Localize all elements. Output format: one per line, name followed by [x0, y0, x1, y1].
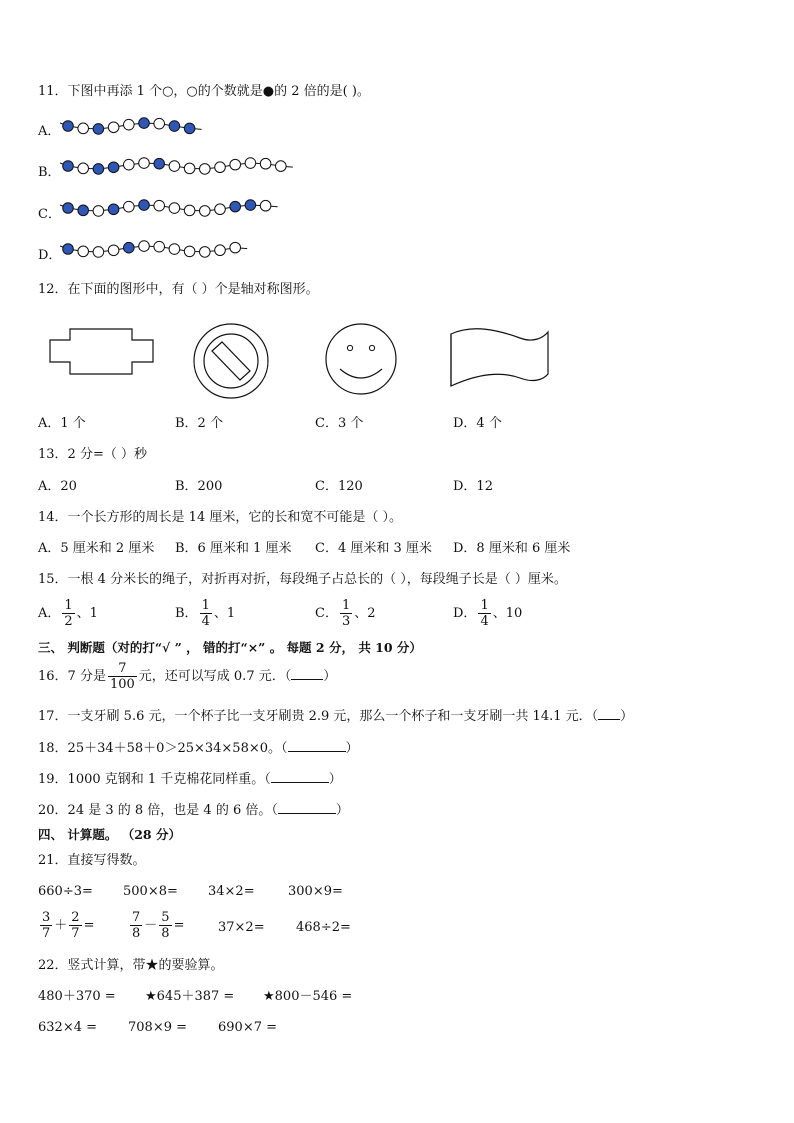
filled-bead [63, 244, 74, 255]
q15-option-b [175, 598, 235, 629]
denominator: 4 [480, 614, 489, 629]
q18-end: ） [345, 741, 359, 756]
equals: = [83, 918, 95, 933]
fraction [130, 910, 142, 941]
section-4-heading: 四、 计算题。 （28 分） [38, 827, 181, 842]
empty-bead [78, 123, 89, 134]
empty-bead [124, 159, 135, 170]
q11-option-a-label: A． [38, 124, 61, 139]
numerator: 1 [201, 598, 210, 613]
q12-option-c: C．3 个 [315, 416, 364, 431]
q15-option-c [315, 598, 376, 629]
empty-bead [184, 163, 195, 174]
q14-stem: 14．一个长方形的周长是 14 厘米，它的长和宽不可能是（ ）。 [38, 510, 402, 525]
filled-bead [63, 121, 74, 132]
empty-bead [124, 201, 135, 212]
empty-bead [230, 242, 241, 253]
q17-answer-blank[interactable] [598, 707, 620, 720]
denominator: 7 [71, 926, 80, 941]
q16 [38, 661, 336, 692]
q15-option-a-label: A． [38, 606, 61, 621]
q16-end: ） [323, 669, 337, 684]
q12-option-a: A．1 个 [38, 416, 86, 431]
q11-option-d-label: D． [38, 248, 62, 263]
q15-option-a-fraction [62, 598, 74, 629]
q21-item-2: 500×8= [123, 884, 178, 899]
denominator: 100 [109, 677, 135, 692]
q15-option-c-fraction [340, 598, 352, 629]
empty-bead [184, 205, 195, 216]
empty-bead [139, 241, 150, 252]
q15-option-b-label: B． [175, 606, 198, 621]
q15-option-b-tail: 、1 [213, 606, 236, 621]
numerator: 1 [341, 598, 351, 613]
numerator: 5 [161, 910, 170, 925]
empty-bead [78, 246, 89, 257]
filled-bead [230, 201, 241, 212]
q21-item-3: 34×2= [208, 884, 255, 899]
filled-bead [184, 123, 195, 134]
numerator: 3 [42, 910, 51, 925]
q12-curved-flag-shape [448, 328, 554, 392]
empty-bead [215, 245, 226, 256]
q15-option-a-tail: 、1 [76, 606, 98, 621]
q21-fraction-item-2 [128, 910, 184, 941]
q20 [38, 801, 349, 819]
empty-bead [184, 246, 195, 257]
q15-option-d-tail: 、10 [492, 606, 523, 621]
denominator: 2 [64, 614, 73, 629]
empty-bead [154, 118, 165, 129]
filled-bead [78, 205, 89, 216]
empty-bead [93, 247, 104, 258]
numerator: 7 [108, 661, 137, 677]
q13-option-d: D．12 [453, 479, 493, 494]
q18 [38, 739, 359, 757]
q15-option-d [453, 598, 522, 629]
q21-item-7: 37×2= [218, 920, 265, 935]
q13-option-b: B．200 [175, 479, 223, 494]
empty-bead [169, 161, 180, 172]
q16-pre: 16．7 分是 [38, 669, 106, 684]
filled-bead [139, 118, 150, 129]
q17-end: ） [620, 709, 634, 724]
q22-item-3: ★800－546 = [263, 989, 353, 1004]
q12-smiley-face-shape [323, 321, 401, 399]
q22-item-1: 480＋370 = [38, 989, 116, 1004]
filled-bead [245, 200, 256, 211]
empty-bead [200, 164, 211, 175]
empty-bead [260, 158, 271, 169]
empty-bead [200, 206, 211, 217]
equals: = [173, 918, 185, 933]
q22-item-6: 690×7 = [218, 1020, 278, 1035]
q19-text: 19．1000 克钢和 1 千克棉花同样重。（ [38, 772, 271, 787]
numerator: 2 [71, 910, 80, 925]
q15-stem: 15．一根 4 分米长的绳子，对折再对折，每段绳子占总长的（ ），每段绳子长是（ ）厘米。 [38, 572, 567, 587]
q21-item-4: 300×9= [288, 884, 343, 899]
filled-bead [63, 161, 74, 172]
filled-bead [139, 200, 150, 211]
q22-stem: 22．竖式计算，带★的要验算。 [38, 958, 224, 973]
denominator: 7 [42, 926, 51, 941]
q12-option-b: B．2 个 [175, 416, 223, 431]
q11-option-b-label: B． [38, 165, 61, 180]
q21-item-8: 468÷2= [296, 920, 351, 935]
numerator: 7 [132, 910, 141, 925]
q12-notched-rectangle-shape [48, 328, 158, 376]
q13-stem: 13．2 分=（ ）秒 [38, 447, 147, 462]
q12-option-d: D．4 个 [453, 416, 502, 431]
filled-bead [169, 121, 180, 132]
q17 [38, 707, 633, 725]
q11-option-c-label: C． [38, 207, 61, 222]
q15-option-c-tail: 、2 [354, 606, 376, 621]
q11-stem: 11．下图中再添 1 个○，○的个数就是●的 2 倍的是( )。 [38, 84, 370, 99]
empty-bead [276, 161, 287, 172]
q15-option-d-fraction [478, 598, 490, 629]
empty-bead [260, 200, 271, 211]
q11-option-c-beads [60, 192, 290, 227]
q15-option-d-label: D． [453, 606, 477, 621]
q22-item-4: 632×4 = [38, 1020, 98, 1035]
q12-no-entry-sign-shape [192, 321, 272, 401]
q19 [38, 770, 342, 788]
section-3-heading: 三、 判断题（对的打“√ ” ， 错的打“×” 。 每题 2 分， 共 10 分） [38, 640, 422, 655]
numerator: 1 [64, 598, 73, 613]
fraction [40, 910, 52, 941]
q19-answer-blank[interactable] [271, 770, 329, 783]
denominator: 3 [341, 614, 351, 629]
filled-bead [154, 158, 165, 169]
filled-bead [93, 164, 104, 175]
q14-option-d: D．8 厘米和 6 厘米 [453, 541, 571, 556]
operator: ＋ [54, 918, 68, 933]
q22-item-2: ★645＋387 = [145, 989, 235, 1004]
q18-answer-blank[interactable] [288, 739, 346, 752]
empty-bead [154, 200, 165, 211]
q13-option-c: C．120 [315, 479, 363, 494]
empty-bead [245, 158, 256, 169]
empty-bead [108, 122, 119, 133]
empty-bead [215, 204, 226, 215]
operator: － [144, 918, 158, 933]
q16-post: 元，还可以写成 0.7 元．（ [138, 669, 292, 684]
q11-option-a-beads [60, 110, 260, 140]
q15-option-b-fraction [200, 598, 212, 629]
filled-bead [124, 242, 135, 253]
denominator: 4 [201, 614, 210, 629]
empty-bead [230, 159, 241, 170]
q13-option-a: A．20 [38, 479, 77, 494]
empty-bead [169, 203, 180, 214]
denominator: 8 [132, 926, 141, 941]
q19-end: ） [328, 772, 342, 787]
empty-bead [93, 206, 104, 217]
q17-text: 17．一支牙刷 5.6 元，一个杯子比一支牙刷贵 2.9 元，那么一个杯子和一支牙刷一共 14.1 元．（ [38, 709, 599, 724]
empty-bead [200, 247, 211, 258]
filled-bead [63, 203, 74, 214]
q22-item-5: 708×9 = [128, 1020, 188, 1035]
q15-option-a [38, 598, 98, 629]
q20-answer-blank[interactable] [278, 801, 336, 814]
filled-bead [108, 162, 119, 173]
empty-bead [78, 163, 89, 174]
q20-text: 20．24 是 3 的 8 倍，也是 4 的 6 倍。（ [38, 803, 278, 818]
empty-bead [124, 119, 135, 130]
denominator: 8 [161, 926, 170, 941]
q14-option-b: B．6 厘米和 1 厘米 [175, 541, 292, 556]
q11-option-d-beads [60, 233, 290, 268]
q15-option-c-label: C． [315, 606, 338, 621]
empty-bead [154, 241, 165, 252]
empty-bead [108, 245, 119, 256]
q21-item-1: 660÷3= [38, 884, 93, 899]
q21-stem: 21．直接写得数。 [38, 853, 146, 868]
q20-end: ） [335, 803, 349, 818]
empty-bead [169, 244, 180, 255]
q18-text: 18．25＋34＋58＋0＞25×34×58×0。（ [38, 741, 288, 756]
q14-option-c: C．4 厘米和 3 厘米 [315, 541, 432, 556]
q14-option-a: A．5 厘米和 2 厘米 [38, 541, 155, 556]
q12-stem: 12．在下面的图形中，有（ ）个是轴对称图形。 [38, 282, 319, 297]
filled-bead [108, 204, 119, 215]
empty-bead [215, 162, 226, 173]
empty-bead [139, 158, 150, 169]
numerator: 1 [480, 598, 489, 613]
q21-fraction-item-1 [38, 910, 94, 941]
q16-answer-blank[interactable] [291, 667, 323, 680]
filled-bead [93, 124, 104, 135]
fraction [69, 910, 81, 941]
q16-fraction [108, 661, 137, 692]
fraction [159, 910, 171, 941]
q11-option-b-beads [60, 150, 290, 185]
